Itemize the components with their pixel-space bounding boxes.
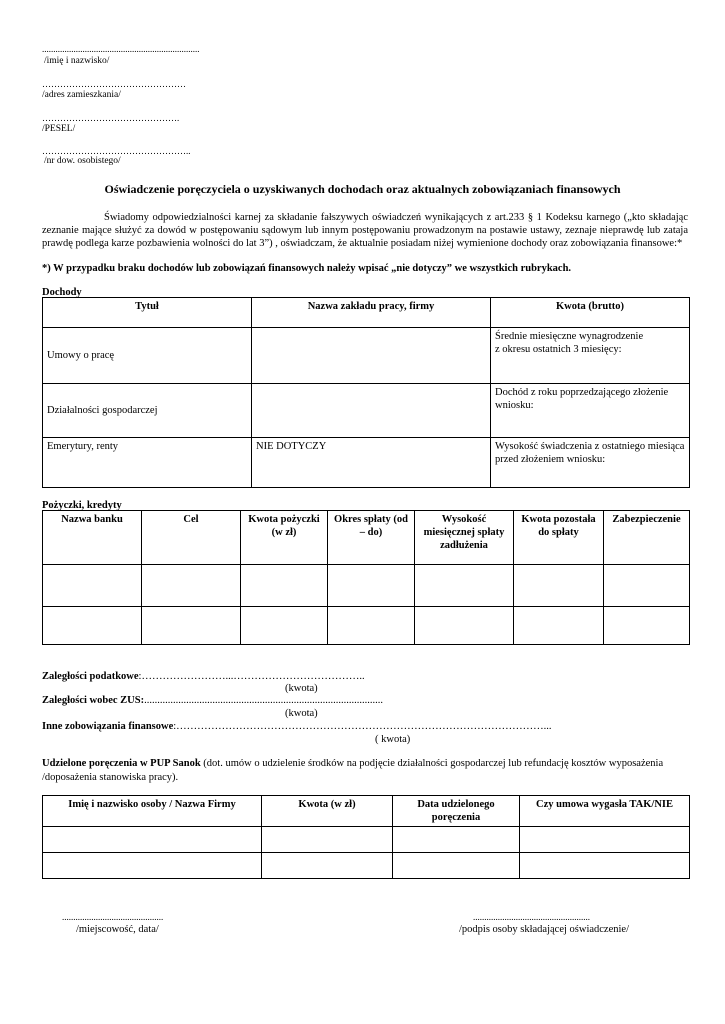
guarantees-cell[interactable] <box>520 853 690 879</box>
income-heading: Dochody <box>42 287 82 298</box>
tax-arrears-line <box>42 671 365 682</box>
document-title: Oświadczenie poręczyciela o uzyskiwanych dochodach oraz aktualnych zobowiązaniach finansowych <box>104 182 621 196</box>
loans-cell[interactable] <box>142 565 241 607</box>
loans-header-remaining: Kwota pozostała do spłaty <box>514 511 604 565</box>
loans-header-installment: Wysokość miesięcznej spłaty zadłużenia <box>415 511 514 565</box>
loans-table <box>42 510 690 645</box>
loans-cell[interactable] <box>43 565 142 607</box>
loans-header-amount: Kwota pożyczki (w zł) <box>241 511 328 565</box>
income-header-amount: Kwota (brutto) <box>491 298 690 328</box>
income-row-company[interactable] <box>252 328 491 384</box>
guarantees-cell[interactable] <box>393 827 520 853</box>
other-amount-hint: ( kwota) <box>375 734 411 745</box>
intro-paragraph <box>42 212 688 250</box>
guarantees-header-person: Imię i nazwisko osoby / Nazwa Firmy <box>43 796 262 827</box>
guarantees-cell[interactable] <box>43 853 262 879</box>
tax-amount-hint: (kwota) <box>285 683 318 694</box>
guarantees-cell[interactable] <box>520 827 690 853</box>
guarantees-table <box>42 795 690 879</box>
loans-cell[interactable] <box>604 565 690 607</box>
loans-cell[interactable] <box>514 565 604 607</box>
income-row-company[interactable]: NIE DOTYCZY <box>252 438 491 488</box>
address-dots[interactable]: ………………………………………… <box>42 79 186 89</box>
guarantees-header-date: Data udzielonego poręczenia <box>393 796 520 827</box>
loans-cell[interactable] <box>328 607 415 645</box>
tax-arrears-label: Zaległości podatkowe <box>42 671 139 682</box>
income-row-amount[interactable]: Wysokość świadczenia z ostatniego miesiąca przed złożeniem wniosku: <box>491 438 690 488</box>
zus-arrears-dots[interactable]: ........................................................................................... <box>144 695 383 706</box>
other-obligations-dots[interactable]: :……………………………………………………………………………………………... <box>173 721 552 732</box>
income-row-title: Działalności gospodarczej <box>43 384 252 438</box>
zus-arrears-line <box>42 695 383 706</box>
other-obligations-line <box>42 721 552 732</box>
loans-cell[interactable] <box>328 565 415 607</box>
loans-cell[interactable] <box>142 607 241 645</box>
loans-cell[interactable] <box>241 607 328 645</box>
income-header-company: Nazwa zakładu pracy, firmy <box>252 298 491 328</box>
name-dots[interactable]: ...................................................................... <box>42 44 200 54</box>
guarantees-header-expired: Czy umowa wygasła TAK/NIE <box>520 796 690 827</box>
guarantees-heading-bold: Udzielone poręczenia w PUP Sanok <box>42 758 201 769</box>
intro-text: Świadomy odpowiedzialności karnej za składanie fałszywych oświadczeń wynikających z art.233 § 1 Kodeksu karnego („kto składając zeznanie mające służyć za dowód w postępowaniu sądowym lub innym postępowaniu prowadzonym na postawie ustawy, zeznaje nieprawdę lub zataja prawdę podlega karze pozbawienia wolności do lat 3”) , oświadczam, że aktualnie posiadam niżej wymienione dochody oraz zobowiązania finansowe:* <box>42 212 688 249</box>
note: *) W przypadku braku dochodów lub zobowiązań finansowych należy wpisać „nie dotyczy” we wszystkich rubrykach. <box>42 263 572 274</box>
loans-cell[interactable] <box>514 607 604 645</box>
place-date-label: /miejscowość, data/ <box>76 924 159 935</box>
loans-cell[interactable] <box>604 607 690 645</box>
zus-arrears-label: Zaległości wobec ZUS: <box>42 695 145 706</box>
income-row-company[interactable] <box>252 384 491 438</box>
loans-header-bank: Nazwa banku <box>43 511 142 565</box>
loans-header-period: Okres spłaty (od – do) <box>328 511 415 565</box>
tax-arrears-dots[interactable]: :……………………...……………………………….. <box>138 671 365 682</box>
signature-label: /podpis osoby składającej oświadczenie/ <box>459 924 629 935</box>
signature-dots[interactable]: .................................................... <box>473 912 590 922</box>
id-label: /nr dow. osobistego/ <box>44 156 121 166</box>
loans-header-collateral: Zabezpieczenie <box>604 511 690 565</box>
guarantees-cell[interactable] <box>393 853 520 879</box>
guarantees-cell[interactable] <box>43 827 262 853</box>
other-obligations-label: Inne zobowiązania finansowe <box>42 721 174 732</box>
place-date-dots[interactable]: ............................................. <box>62 912 164 922</box>
guarantees-cell[interactable] <box>262 853 393 879</box>
income-row-title: Emerytury, renty <box>43 438 252 488</box>
loans-cell[interactable] <box>241 565 328 607</box>
guarantees-heading-rest: (dot. umów o udzielenie środków na podjęcie działalności gospodarczej lub refundację kosztów wyposażenia /doposażenia stanowiska pracy). <box>42 758 664 783</box>
pesel-dots[interactable]: ………………………………………. <box>42 113 180 123</box>
id-dots[interactable]: ………………………………………….. <box>42 146 191 156</box>
guarantees-header-amount: Kwota (w zł) <box>262 796 393 827</box>
income-row-title: Umowy o pracę <box>43 328 252 384</box>
loans-cell[interactable] <box>415 565 514 607</box>
loans-header-purpose: Cel <box>142 511 241 565</box>
income-row-amount[interactable]: Dochód z roku poprzedzającego złożenie wniosku: <box>491 384 690 438</box>
guarantees-cell[interactable] <box>262 827 393 853</box>
loans-cell[interactable] <box>415 607 514 645</box>
loans-cell[interactable] <box>43 607 142 645</box>
loans-heading: Pożyczki, kredyty <box>42 500 122 511</box>
income-table <box>42 297 690 488</box>
income-row-amount[interactable]: Średnie miesięczne wynagrodzenie z okresu ostatnich 3 miesięcy: <box>491 328 690 384</box>
address-label: /adres zamieszkania/ <box>42 90 121 100</box>
name-label: /imię i nazwisko/ <box>44 56 110 66</box>
zus-amount-hint: (kwota) <box>285 708 318 719</box>
pesel-label: /PESEL/ <box>42 124 76 134</box>
guarantees-heading <box>42 757 690 784</box>
income-header-title: Tytuł <box>43 298 252 328</box>
